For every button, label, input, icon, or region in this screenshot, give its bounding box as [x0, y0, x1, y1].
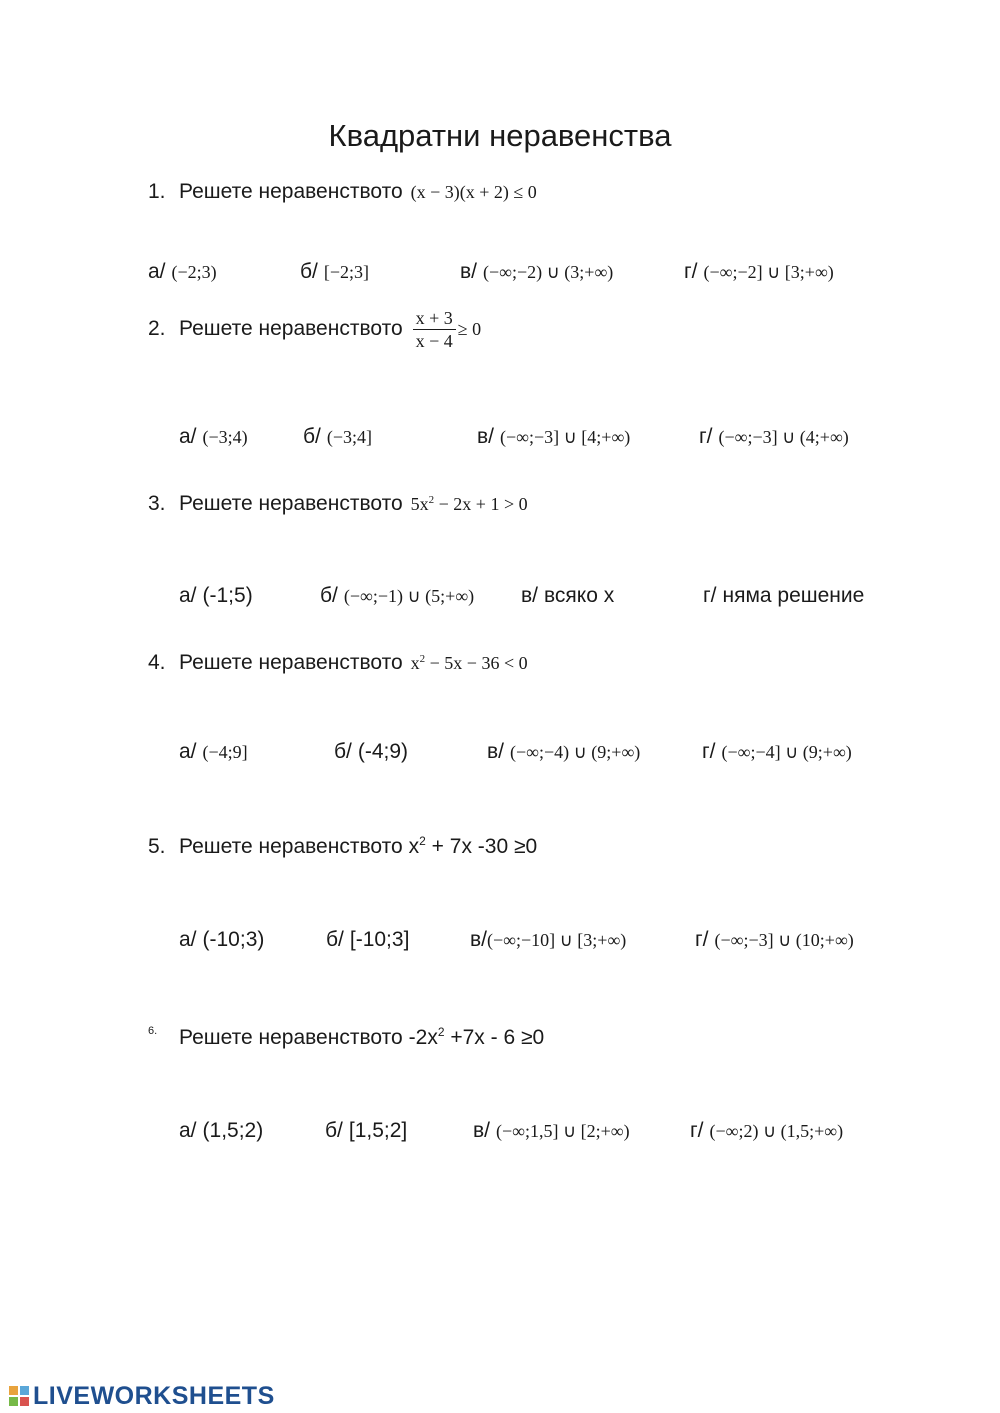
answer-value: (−∞;−3] ∪ [4;+∞)	[500, 427, 631, 447]
answer-c[interactable]	[460, 260, 613, 284]
answer-label: б/	[303, 425, 321, 448]
answer-a[interactable]	[179, 928, 264, 952]
expression-part: +7x - 6 ≥0	[444, 1026, 545, 1049]
answer-a[interactable]	[179, 1119, 263, 1143]
answer-d[interactable]	[695, 928, 854, 952]
answer-label: а/	[148, 260, 166, 283]
answer-value: (−∞;2) ∪ (1,5;+∞)	[709, 1121, 844, 1141]
fraction-denominator: x − 4	[415, 331, 453, 351]
answer-label: г/	[684, 260, 698, 283]
answer-d[interactable]	[703, 584, 864, 608]
question-prompt: Решете неравенството	[179, 651, 403, 674]
answer-value: (−∞;−1) ∪ (5;+∞)	[343, 586, 475, 606]
answer-c[interactable]	[470, 928, 626, 952]
answer-label: в/	[473, 1119, 490, 1142]
question-prompt: Решете неравенството	[179, 317, 403, 341]
expression-part: -2x	[408, 1026, 438, 1049]
exponent: 2	[419, 834, 426, 848]
answer-c[interactable]	[473, 1119, 630, 1143]
answer-label: б/	[300, 260, 318, 283]
answer-label: в/	[460, 260, 477, 283]
answer-value: (-4;9)	[357, 740, 409, 763]
question-number: 3.	[148, 492, 166, 515]
expression-part: − 2x + 1 > 0	[434, 494, 528, 514]
question-prompt: Решете неравенството	[179, 1026, 403, 1049]
answer-label: г/	[699, 425, 713, 448]
expression-part: + 7x -30 ≥0	[425, 835, 538, 858]
question-number: 1.	[148, 180, 166, 203]
page-title: Квадратни неравенства	[328, 118, 672, 153]
answer-label: а/	[179, 584, 197, 607]
question-6	[148, 1025, 544, 1050]
answer-value: [1,5;2]	[348, 1119, 408, 1142]
answer-a[interactable]	[179, 584, 253, 608]
answer-value: (−3;4)	[202, 427, 248, 447]
exponent: 2	[419, 653, 426, 665]
inequality	[411, 653, 528, 673]
answer-value: (−3;4]	[326, 427, 373, 447]
answer-label: а/	[179, 928, 197, 951]
question-2	[148, 307, 481, 352]
answer-value: (−2;3)	[171, 262, 217, 282]
answer-b[interactable]	[303, 425, 372, 449]
answer-label: г/	[702, 740, 716, 763]
expression-part: 5x	[410, 494, 429, 514]
answer-b[interactable]	[326, 928, 409, 952]
answer-b[interactable]	[334, 740, 408, 764]
answer-a[interactable]	[179, 425, 248, 449]
answer-label: а/	[179, 740, 197, 763]
answer-value: (−∞;1,5] ∪ [2;+∞)	[496, 1121, 630, 1141]
fraction-numerator: x + 3	[413, 307, 456, 330]
answer-label: б/	[320, 584, 338, 607]
answer-c[interactable]	[487, 740, 640, 764]
inequality: (x − 3)(x + 2) ≤ 0	[410, 182, 537, 202]
question-4	[148, 651, 528, 675]
question-1	[148, 180, 537, 204]
question-prompt: Решете неравенството	[179, 835, 403, 858]
answer-label: г/	[703, 584, 717, 607]
expression-part: − 5x − 36 < 0	[425, 653, 528, 673]
question-3	[148, 492, 528, 516]
answer-value: (−∞;−2] ∪ [3;+∞)	[703, 262, 834, 282]
answer-value: (1,5;2)	[202, 1119, 264, 1142]
answer-label: г/	[695, 928, 709, 951]
expression-part: x	[408, 835, 420, 858]
answer-a[interactable]	[148, 260, 217, 284]
answer-label: в/	[477, 425, 494, 448]
answer-d[interactable]	[699, 425, 849, 449]
question-number: 5.	[148, 835, 166, 858]
exponent: 2	[428, 494, 435, 506]
logo-icon	[8, 1385, 30, 1407]
liveworksheets-logo	[8, 1382, 275, 1411]
answer-value: [-10;3]	[349, 928, 410, 951]
question-number: 6.	[148, 1025, 158, 1037]
inequality	[409, 835, 538, 858]
question-5	[148, 834, 537, 859]
answer-value: (-1;5)	[202, 584, 253, 607]
answer-value: всяко x	[544, 584, 615, 607]
expression-part: x	[410, 653, 420, 673]
answer-d[interactable]	[684, 260, 834, 284]
relation: ≥ 0	[457, 319, 482, 339]
logo-text: LIVEWORKSHEETS	[33, 1382, 275, 1410]
answer-value: (−∞;−4] ∪ (9;+∞)	[721, 742, 852, 762]
answer-d[interactable]	[690, 1119, 843, 1143]
answer-label: в/	[470, 928, 487, 951]
answer-d[interactable]	[702, 740, 852, 764]
answer-a[interactable]	[179, 740, 248, 764]
answer-value: (−∞;−3] ∪ (4;+∞)	[718, 427, 849, 447]
answer-value: (−4;9]	[202, 742, 248, 762]
answer-value: (-10;3)	[202, 928, 265, 951]
answer-b[interactable]	[325, 1119, 407, 1143]
answer-label: а/	[179, 425, 197, 448]
answer-label: б/	[334, 740, 352, 763]
answer-value: (−∞;−10] ∪ [3;+∞)	[487, 930, 627, 950]
answer-c[interactable]	[521, 584, 614, 608]
answer-value: (−∞;−2) ∪ (3;+∞)	[483, 262, 614, 282]
answer-b[interactable]	[320, 584, 474, 608]
fraction	[413, 307, 456, 352]
answer-value: [−2;3]	[323, 262, 370, 282]
answer-label: б/	[325, 1119, 343, 1142]
answer-label: г/	[690, 1119, 704, 1142]
inequality	[409, 1026, 545, 1049]
answer-value: (−∞;−4) ∪ (9;+∞)	[510, 742, 641, 762]
answer-value: няма решение	[722, 584, 865, 607]
question-prompt: Решете неравенството	[179, 180, 403, 203]
answer-label: а/	[179, 1119, 197, 1142]
question-prompt: Решете неравенството	[179, 492, 403, 515]
answer-b[interactable]	[300, 260, 369, 284]
answer-label: в/	[521, 584, 538, 607]
question-number: 2.	[148, 317, 166, 341]
inequality	[411, 494, 528, 514]
question-number: 4.	[148, 651, 166, 674]
answer-value: (−∞;−3] ∪ (10;+∞)	[714, 930, 854, 950]
exponent: 2	[437, 1025, 445, 1039]
answer-label: в/	[487, 740, 504, 763]
answer-label: б/	[326, 928, 344, 951]
answer-c[interactable]	[477, 425, 630, 449]
